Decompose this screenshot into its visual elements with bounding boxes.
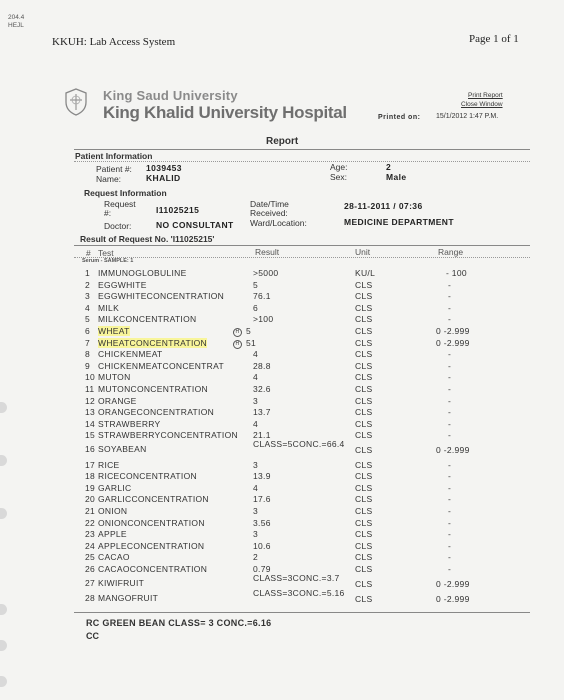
ward-label: Ward/Location: <box>250 218 307 228</box>
result-section-title: Result of Request No. 'I11025215' <box>80 234 215 244</box>
test-name: ONIONCONCENTRATION <box>98 517 205 528</box>
row-number: 19 <box>85 482 96 493</box>
unit-cell: CLS <box>355 279 373 290</box>
test-name: GARLIC <box>98 482 132 493</box>
result-cell <box>253 506 258 516</box>
row-number: 13 <box>85 407 96 418</box>
result-value: 76.1 <box>253 291 271 302</box>
request-number-value: I11025215 <box>156 205 200 215</box>
row-number: 9 <box>85 360 91 371</box>
range-cell: 0 -2.999 <box>436 445 470 455</box>
row-number: 14 <box>85 418 96 429</box>
row-number: 28 <box>85 593 96 603</box>
row-number: 21 <box>85 505 96 516</box>
range-cell: - <box>448 384 452 394</box>
row-number: 17 <box>85 459 96 470</box>
range-cell: - <box>448 407 452 418</box>
result-cell <box>253 552 258 562</box>
test-name: MANGOFRUIT <box>98 593 159 603</box>
result-cell <box>253 396 258 406</box>
hospital-logo-icon <box>64 88 88 116</box>
result-cell <box>253 361 271 371</box>
test-name: RICE <box>98 459 120 470</box>
range-cell: - <box>448 418 452 429</box>
test-name: RICECONCENTRATION <box>98 471 197 482</box>
result-cell <box>253 518 271 528</box>
result-value: 3 <box>253 395 259 406</box>
test-name: CHICKENMEAT <box>98 349 163 360</box>
row-number: 22 <box>85 517 96 528</box>
hospital-name: King Khalid University Hospital <box>103 103 347 122</box>
punch-hole <box>0 604 7 615</box>
divider <box>74 161 530 162</box>
range-cell: 0 -2.999 <box>436 594 470 604</box>
unit-cell: CLS <box>355 517 373 528</box>
result-value: 28.8 <box>253 360 271 371</box>
test-name: CHICKENMEATCONCENTRAT <box>98 360 224 371</box>
column-header-test: Test <box>98 248 114 258</box>
result-cell <box>253 372 258 382</box>
row-number: 11 <box>85 384 95 394</box>
row-number: 4 <box>85 302 91 313</box>
range-cell: - <box>448 563 452 574</box>
result-cell <box>253 573 340 583</box>
unit-cell: CLS <box>355 372 373 383</box>
unit-cell: CLS <box>355 505 373 516</box>
range-cell: - <box>448 459 452 470</box>
footer-rc-note: RC GREEN BEAN CLASS= 3 CONC.=6.16 <box>86 618 272 628</box>
unit-cell: CLS <box>355 326 373 336</box>
unit-cell: CLS <box>355 578 373 589</box>
range-cell: - <box>448 372 452 383</box>
divider <box>74 257 530 258</box>
column-header-range: Range <box>438 247 464 257</box>
unit-cell: CLS <box>355 594 373 604</box>
result-cell <box>253 471 271 481</box>
unit-cell: CLS <box>355 430 373 441</box>
result-cell <box>253 419 258 429</box>
doctor-label: Doctor: <box>104 221 132 231</box>
patient-name-label: Name: <box>96 174 122 184</box>
punch-hole <box>0 640 7 651</box>
result-value: 3 <box>253 459 259 470</box>
result-value: 5 <box>246 326 252 336</box>
row-number: 3 <box>85 291 91 302</box>
test-name: APPLE <box>98 529 127 540</box>
unit-cell: CLS <box>355 349 373 360</box>
page-indicator: Page 1 of 1 <box>469 33 519 45</box>
result-cell <box>253 494 271 504</box>
test-name: WHEATCONCENTRATION <box>98 337 207 348</box>
patient-number-value: 1039453 <box>146 163 182 173</box>
patient-name-value: KHALID <box>146 173 181 183</box>
result-cell <box>253 314 273 324</box>
result-value: >100 <box>253 314 274 325</box>
datetime-received-value: 28-11-2011 / 07:36 <box>344 201 423 211</box>
row-number: 26 <box>85 563 96 574</box>
range-cell: - <box>448 494 452 505</box>
high-flag-icon: H <box>233 340 242 349</box>
result-value: 21.1 <box>253 430 271 441</box>
sex-value: Male <box>386 172 407 182</box>
result-value: 6 <box>253 302 259 313</box>
unit-cell: CLS <box>355 291 373 302</box>
divider <box>74 149 530 150</box>
result-value: CLASS=3CONC.=5.16 <box>253 588 345 598</box>
divider <box>74 612 530 613</box>
range-cell: - <box>448 505 452 516</box>
system-title: KKUH: Lab Access System <box>52 36 176 48</box>
result-value: 17.6 <box>253 494 271 505</box>
test-name: CACAOCONCENTRATION <box>98 563 208 574</box>
test-name: MUTON <box>98 372 131 383</box>
result-value: 4 <box>253 349 259 360</box>
result-cell <box>253 460 258 470</box>
result-value: 13.7 <box>253 407 271 418</box>
corner-line-1: 204.4 <box>8 14 25 21</box>
range-cell: - 100 <box>446 268 467 278</box>
unit-cell: KU/L <box>355 268 376 278</box>
result-value: CLASS=5CONC.=66.4 <box>253 439 345 449</box>
row-number: 23 <box>85 529 96 540</box>
range-cell: - <box>448 360 452 371</box>
punch-hole <box>0 508 7 519</box>
row-number: 6 <box>85 326 91 336</box>
range-cell: - <box>448 529 452 540</box>
row-number: 25 <box>85 552 96 563</box>
column-header-num: # <box>86 248 91 258</box>
result-cell <box>253 349 258 359</box>
range-cell: - <box>448 349 452 360</box>
test-name: MILKCONCENTRATION <box>98 314 197 325</box>
age-label: Age: <box>330 162 348 172</box>
row-number: 7 <box>85 337 91 348</box>
row-number: 16 <box>85 444 96 454</box>
punch-hole <box>0 676 7 687</box>
test-name: ORANGECONCENTRATION <box>98 407 215 418</box>
test-name: ONION <box>98 505 128 516</box>
test-name: APPLECONCENTRATION <box>98 540 205 551</box>
result-value: 2 <box>253 552 259 563</box>
test-name: MILK <box>98 302 120 313</box>
range-cell: 0 -2.999 <box>436 578 470 589</box>
test-name: CACAO <box>98 552 130 563</box>
range-cell: - <box>448 552 452 563</box>
result-cell <box>235 326 259 337</box>
range-cell: - <box>448 482 452 493</box>
result-value: 13.9 <box>253 471 271 482</box>
result-cell <box>253 439 345 449</box>
range-cell: 0 -2.999 <box>436 326 470 336</box>
result-cell <box>253 529 258 539</box>
result-cell <box>253 588 345 598</box>
unit-cell: CLS <box>355 384 373 394</box>
result-cell <box>253 291 271 301</box>
row-number: 5 <box>85 314 91 325</box>
ward-value: MEDICINE DEPARTMENT <box>344 217 454 227</box>
unit-cell: CLS <box>355 529 373 540</box>
patient-section-title: Patient Information <box>75 151 153 161</box>
test-name: EGGWHITECONCENTRATION <box>98 291 225 302</box>
test-name: STRAWBERRY <box>98 418 161 429</box>
result-value: 5 <box>253 279 259 290</box>
row-number: 8 <box>85 349 91 360</box>
result-value: 51 <box>246 337 257 348</box>
unit-cell: CLS <box>355 314 373 325</box>
unit-cell: CLS <box>355 337 373 348</box>
divider <box>74 245 530 246</box>
result-value: 4 <box>253 482 259 493</box>
request-number-label: Request #: <box>104 199 136 218</box>
result-value: CLASS=3CONC.=3.7 <box>253 572 340 583</box>
unit-cell: CLS <box>355 540 373 551</box>
request-section-title: Request Information <box>84 188 167 198</box>
range-cell: - <box>448 395 452 406</box>
age-value: 2 <box>386 162 392 172</box>
report-title: Report <box>266 136 299 147</box>
printed-on-value: 15/1/2012 1:47 P.M. <box>436 113 499 120</box>
result-value: 32.6 <box>253 384 271 394</box>
datetime-received-label: Date/Time Received: <box>250 199 289 218</box>
range-cell: 0 -2.999 <box>436 337 470 348</box>
punch-hole <box>0 455 7 466</box>
row-number: 1 <box>85 268 91 278</box>
row-number: 24 <box>85 540 96 551</box>
unit-cell: CLS <box>355 471 373 482</box>
row-number: 10 <box>85 372 96 383</box>
test-name: EGGWHITE <box>98 279 147 290</box>
high-flag-icon: H <box>233 328 242 337</box>
test-name: KIWIFRUIT <box>98 577 145 588</box>
unit-cell: CLS <box>355 302 373 313</box>
unit-cell: CLS <box>355 552 373 563</box>
result-cell <box>235 337 264 349</box>
corner-line-2: HEJL <box>8 22 24 29</box>
result-cell <box>253 280 258 290</box>
result-value: 0.79 <box>253 563 271 574</box>
result-value: 3 <box>253 505 259 516</box>
result-cell <box>253 303 258 313</box>
unit-cell: CLS <box>355 418 373 429</box>
unit-cell: CLS <box>355 563 373 574</box>
test-name: GARLICCONCENTRATION <box>98 494 209 505</box>
sex-label: Sex: <box>330 172 348 182</box>
unit-cell: CLS <box>355 395 373 406</box>
result-value: 3 <box>253 529 259 540</box>
university-name: King Saud University <box>103 88 238 103</box>
result-cell <box>253 541 271 551</box>
test-name: SOYABEAN <box>98 444 147 454</box>
test-name: ORANGE <box>98 395 137 406</box>
footer-cc-note: CC <box>86 631 99 641</box>
test-name: IMMUNOGLOBULINE <box>98 268 187 278</box>
range-cell: - <box>448 291 452 302</box>
result-value: 3.56 <box>253 517 271 528</box>
unit-cell: CLS <box>355 407 373 418</box>
range-cell: - <box>448 302 452 313</box>
range-cell: - <box>448 517 452 528</box>
result-cell <box>253 384 271 394</box>
row-number: 15 <box>85 430 96 441</box>
result-value: 4 <box>253 418 259 429</box>
unit-cell: CLS <box>355 360 373 371</box>
sample-label: Serum - SAMPLE: 1 <box>82 258 134 264</box>
result-cell <box>253 268 278 278</box>
range-cell: - <box>448 314 452 325</box>
row-number: 12 <box>85 395 96 406</box>
patient-number-label: Patient #: <box>96 164 132 174</box>
unit-cell: CLS <box>355 445 373 455</box>
printed-on-label: Printed on: <box>378 114 421 121</box>
column-header-unit: Unit <box>355 247 371 257</box>
doctor-value: NO CONSULTANT <box>156 220 234 230</box>
row-number: 27 <box>85 577 96 588</box>
range-cell: - <box>448 430 452 441</box>
punch-hole <box>0 402 7 413</box>
print-report-link[interactable]: Print Report <box>468 92 503 99</box>
column-header-result: Result <box>255 247 280 257</box>
test-name: STRAWBERRYCONCENTRATION <box>98 430 238 441</box>
result-value: 4 <box>253 372 259 383</box>
unit-cell: CLS <box>355 459 373 470</box>
result-value: >5000 <box>253 268 279 278</box>
result-value: 10.6 <box>253 540 271 551</box>
range-cell: - <box>448 540 452 551</box>
result-cell <box>253 483 258 493</box>
range-cell: - <box>448 279 452 290</box>
close-window-link[interactable]: Close Window <box>461 101 503 108</box>
result-cell <box>253 407 271 417</box>
test-name: MUTONCONCENTRATION <box>98 384 208 394</box>
range-cell: - <box>448 471 452 482</box>
test-name: WHEAT <box>98 326 130 336</box>
row-number: 20 <box>85 494 96 505</box>
unit-cell: CLS <box>355 494 373 505</box>
unit-cell: CLS <box>355 482 373 493</box>
corner-annotation <box>8 14 24 30</box>
row-number: 2 <box>85 279 91 290</box>
row-number: 18 <box>85 471 96 482</box>
